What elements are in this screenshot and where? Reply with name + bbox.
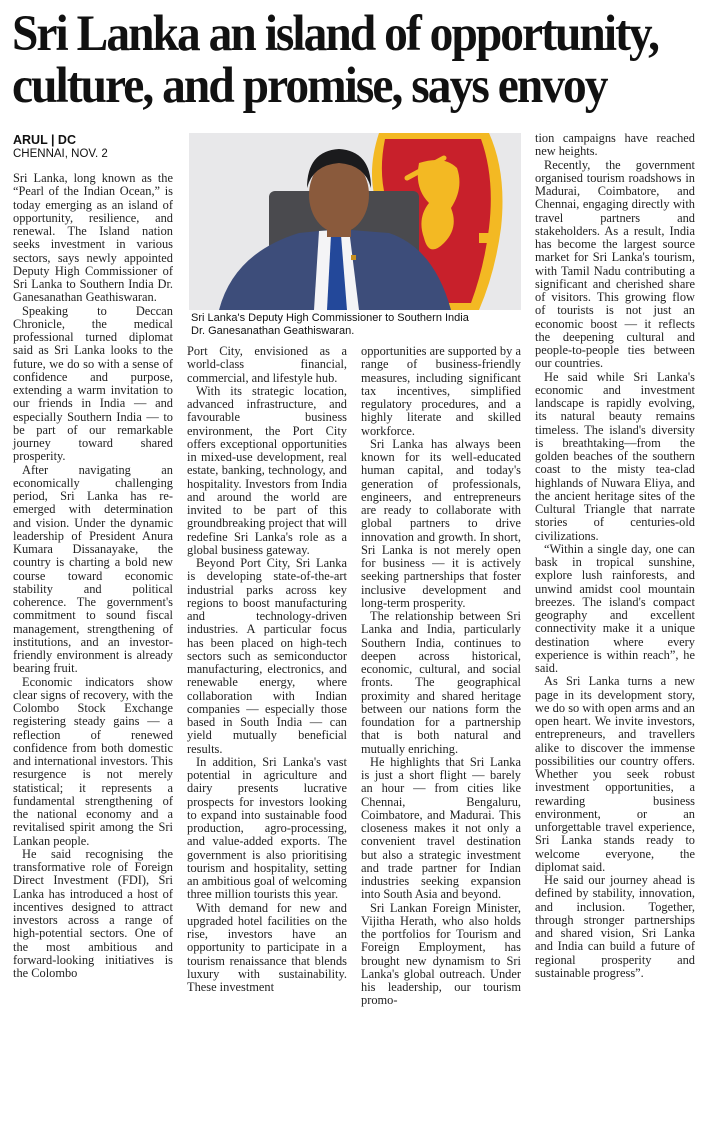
- paragraph: As Sri Lanka turns a new page in its development story, we do so with open arms and an open heart. We invite investors, entrepreneurs, and travellers alike to discover the immense possibilities our country offers. Whether you seek robust investment opportunities, a rewarding business environment, or an unforgettable travel experience, Sri Lanka stands ready to welcome everyone, the diplomat said.: [535, 674, 695, 874]
- paragraph: Sri Lankan Foreign Minister, Vijitha Herath, who also holds the portfolios for Tourism and Foreign Employment, has brought new dynamism to Sri Lanka's global outreach. Under his leadership, our tourism promo-: [361, 900, 521, 1008]
- paragraph: He said while Sri Lanka's economic and investment landscape is rapidly evolving, its natural beauty remains timeless. The island's diversity is breathtaking—from the golden beaches of the southern coast to the misty tea-clad highlands of Nuwara Eliya, and the ancient heritage sites of the Cultural Triangle that narrate stories of centuries-old civilizations.: [535, 369, 695, 543]
- caption-line-2: Dr. Ganesanathan Geathiswaran.: [191, 325, 355, 337]
- paragraph: With demand for new and upgraded hotel facilities on the rise, investors have an opportunity to participate in a tourism renaissance that blends luxury with sustainability. These investment: [187, 900, 347, 994]
- paragraph: opportunities are supported by a range of business-friendly measures, including significant tax incentives, simplified regulatory procedures, and a highly literate and skilled workforce.: [361, 344, 521, 438]
- paragraph: In addition, Sri Lanka's vast potential in agriculture and dairy presents lucrative prospects for investors looking to expand into sustainable food production, agro-processing, and value-added exports. The government is also prioritising tourism and hospitality, setting an ambitious goal of welcoming three million tourists this year.: [187, 754, 347, 902]
- article-column-1: [13, 172, 173, 980]
- headline: [12, 6, 658, 114]
- paragraph: Sri Lanka, long known as the “Pearl of the Indian Ocean,” is today emerging as an island of opportunity, resilience, and renewal. The Island nation seeks investment in various sectors, says newly appointed Deputy High Commissioner of Sri Lanka to Southern India Dr. Ganesanathan Geathiswaran.: [13, 171, 173, 305]
- paragraph: He said recognising the transformative role of Foreign Direct Investment (FDI), Sri Lanka has introduced a host of incentives designed to attract investors across a range of high-potential sectors. One of the most ambitious and forward-looking initiatives is the Colombo: [13, 846, 173, 980]
- byline-author: ARUL | DC: [13, 133, 76, 147]
- paragraph: “Within a single day, one can bask in tropical sunshine, explore lush rainforests, and unwind amidst cool mountain breezes. The island's compact geography and excellent connectivity make it a unique destination where every experience is within reach”, he said.: [535, 541, 695, 675]
- headline-line-2: culture, and promise, says envoy: [12, 58, 607, 114]
- article-column-3: [361, 345, 521, 1008]
- byline: [13, 133, 108, 161]
- paragraph: With its strategic location, advanced infrastructure, and favourable business environment, the Port City offers exceptional opportunities in mixed-use development, real estate, banking, technology, and hospitality. Investors from India and around the world are invited to be part of this groundbreaking project that will redefine Sri Lanka's role as a global business gateway.: [187, 383, 348, 557]
- paragraph: Recently, the government organised tourism roadshows in Madurai, Coimbatore, and Chennai, engaging directly with travel partners and stakeholders. As a result, India has become the largest source market for Sri Lanka's tourism, with Tamil Nadu contributing a significant and cherished share of visitors. This growing flow of tourists is not just an economic boost — it reflects the deepening cultural and people-to-people ties between our countries.: [535, 157, 695, 371]
- article-column-4: [535, 132, 695, 980]
- envoy-portrait-illustration: [189, 133, 521, 310]
- paragraph: Sri Lanka has always been known for its well-educated human capital, and today's generation of professionals, engineers, and entrepreneurs are ready to collaborate with global partners to drive innovation and growth. In short, Sri Lanka is not merely open for business — it is actively seeking partnerships that foster inclusive development and long-term prosperity.: [361, 436, 521, 610]
- paragraph: Speaking to Deccan Chronicle, the medical professional turned diplomat said as Sri Lanka looks to the future, we do so with a sense of confidence and purpose, extending a warm invitation to our friends in India — and especially Southern India — to be part of our remarkable journey toward shared prosperity.: [13, 303, 173, 464]
- paragraph: Economic indicators show clear signs of recovery, with the Colombo Stock Exchange registering steady gains — a reflection of renewed confidence from both domestic and international investors. This resurgence is not merely statistical; it represents a fundamental strengthening of the national economy and a revitalised spirit among the Sri Lankan people.: [13, 674, 173, 848]
- paragraph: Port City, envisioned as a world-class financial, commercial, and lifestyle hub.: [187, 344, 347, 385]
- headline-line-1: Sri Lanka an island of opportunity,: [12, 6, 658, 62]
- paragraph: He highlights that Sri Lanka is just a short flight — barely an hour — from cities like Chennai, Bengaluru, Coimbatore, and Madurai. This closeness makes it not only a convenient travel destination but also a strategic investment and trade partner for Indian industries seeking expansion into South Asia and beyond.: [361, 754, 521, 902]
- envoy-photo: [189, 133, 521, 310]
- paragraph: The relationship between Sri Lanka and India, particularly Southern India, continues to deepen across historical, economic, cultural, and social fronts. The geographical proximity and shared heritage between our nations form the foundation for a partnership that is both natural and mutually enriching.: [361, 609, 521, 756]
- dateline: CHENNAI, NOV. 2: [13, 148, 108, 160]
- paragraph: After navigating an economically challenging period, Sri Lanka has re-emerged with determination and vision. Under the dynamic leadership of President Anura Kumara Dissanayake, the country is charting a bold new course toward economic stability and political coherence. The government's commitment to sound fiscal management, strengthening of institutions, and an investor-friendly environment is already bearing fruit.: [13, 462, 173, 676]
- photo-caption: [191, 312, 521, 338]
- caption-line-1: Sri Lanka's Deputy High Commissioner to Southern India: [191, 312, 469, 324]
- paragraph: He said our journey ahead is defined by stability, innovation, and inclusion. Together, through stronger partnerships and shared vision, Sri Lanka and India can build a future of regional prosperity and sustainable progress”.: [535, 873, 695, 980]
- paragraph: Beyond Port City, Sri Lanka is developing state-of-the-art industrial parks across key regions to boost manufacturing and technology-driven industries. A particular focus has been placed on high-tech sectors such as semiconductor manufacturing, electronics, and renewable energy, where collaboration with Indian companies — especially those based in South India — can yield mutually beneficial results.: [187, 556, 347, 756]
- paragraph: tion campaigns have reached new heights.: [535, 131, 695, 159]
- article-column-2: [187, 345, 347, 994]
- lapel-pin: [351, 255, 356, 260]
